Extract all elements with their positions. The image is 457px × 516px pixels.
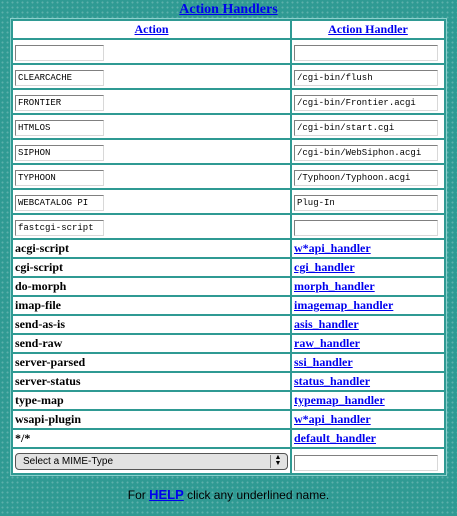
table-row (13, 140, 444, 163)
table-row (13, 90, 444, 113)
page-title[interactable]: Action Handlers (179, 2, 278, 17)
action-field[interactable] (15, 170, 104, 186)
table-row (13, 335, 444, 352)
table-row (13, 316, 444, 333)
table-row (13, 240, 444, 257)
handler-link[interactable]: raw_handler (294, 336, 360, 350)
handler-link[interactable]: w*api_handler (294, 412, 371, 426)
table-row (13, 65, 444, 88)
handler-field[interactable] (294, 170, 438, 186)
table-row (13, 278, 444, 295)
handler-link[interactable]: default_handler (294, 431, 377, 445)
footer-suffix: click any underlined name. (187, 488, 330, 502)
handler-field[interactable] (294, 220, 438, 236)
handler-link[interactable]: asis_handler (294, 317, 359, 331)
action-name: cgi-script (13, 259, 290, 276)
action-name: */* (13, 430, 290, 447)
action-field[interactable] (15, 145, 104, 161)
footer-prefix: For (127, 488, 146, 502)
table-row (13, 373, 444, 390)
table-row (13, 411, 444, 428)
new-handler-field[interactable] (294, 455, 438, 471)
table-row (13, 392, 444, 409)
table-row (13, 297, 444, 314)
action-field[interactable] (15, 95, 104, 111)
table-row (13, 190, 444, 213)
action-field[interactable] (15, 220, 104, 236)
action-field[interactable] (15, 70, 104, 86)
handler-field[interactable] (294, 70, 438, 86)
header-row (13, 21, 444, 38)
action-name: do-morph (13, 278, 290, 295)
handler-link[interactable]: w*api_handler (294, 241, 371, 255)
handler-field[interactable] (294, 145, 438, 161)
table-row (13, 449, 444, 473)
table-row (13, 259, 444, 276)
action-field[interactable] (15, 45, 104, 61)
action-name: wsapi-plugin (13, 411, 290, 428)
action-handlers-table (10, 18, 447, 476)
table-row (13, 165, 444, 188)
table-row (13, 115, 444, 138)
column-header-action[interactable]: Action (13, 21, 290, 38)
handler-link[interactable]: ssi_handler (294, 355, 353, 369)
table-row (13, 215, 444, 238)
handler-field[interactable] (294, 195, 438, 211)
handler-field[interactable] (294, 120, 438, 136)
action-field[interactable] (15, 195, 104, 211)
action-field[interactable] (15, 120, 104, 136)
up-down-arrows-icon: ▲ ▼ (270, 455, 285, 468)
help-footer (0, 487, 457, 502)
action-name: send-raw (13, 335, 290, 352)
action-name: server-parsed (13, 354, 290, 371)
action-name: acgi-script (13, 240, 290, 257)
handler-field[interactable] (294, 45, 438, 61)
handler-link[interactable]: cgi_handler (294, 260, 355, 274)
mime-type-select[interactable] (15, 453, 288, 470)
handler-link[interactable]: status_handler (294, 374, 371, 388)
action-name: send-as-is (13, 316, 290, 333)
mime-type-select-value: Select a MIME-Type (23, 455, 114, 467)
handler-link[interactable]: typemap_handler (294, 393, 385, 407)
help-link[interactable]: HELP (149, 487, 184, 502)
table-row (13, 430, 444, 447)
column-header-handler[interactable]: Action Handler (292, 21, 444, 38)
action-name: server-status (13, 373, 290, 390)
action-name: imap-file (13, 297, 290, 314)
handler-link[interactable]: morph_handler (294, 279, 375, 293)
action-name: type-map (13, 392, 290, 409)
handler-field[interactable] (294, 95, 438, 111)
handler-link[interactable]: imagemap_handler (294, 298, 394, 312)
table-row (13, 40, 444, 63)
table-row (13, 354, 444, 371)
